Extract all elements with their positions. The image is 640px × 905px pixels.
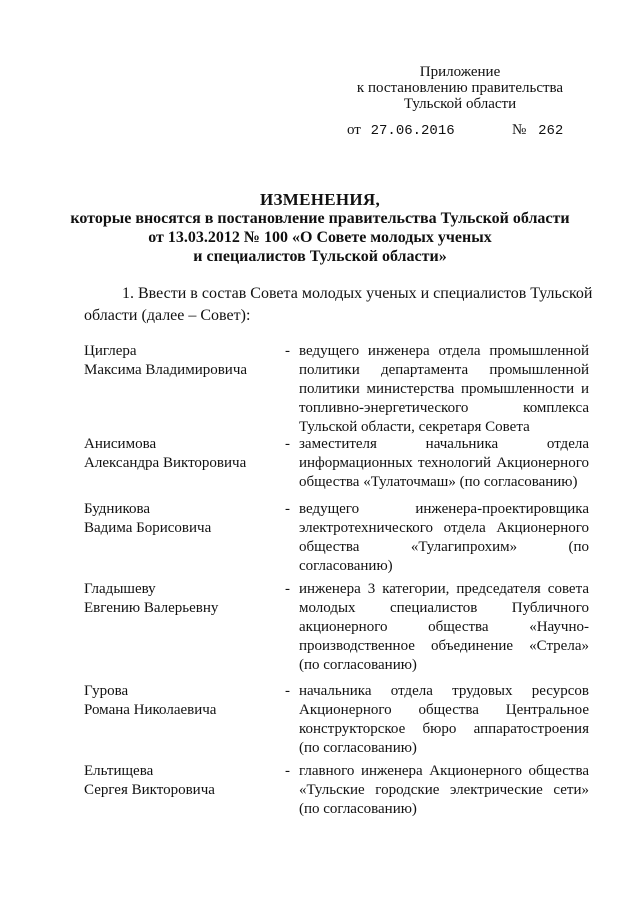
role-line: инженера 3 категории, председателя совета (299, 581, 589, 597)
member-name (84, 435, 284, 473)
member-role (299, 342, 589, 437)
dash-separator: - (285, 581, 290, 597)
title-line: от 13.03.2012 № 100 «О Совете молодых ученых (148, 229, 492, 246)
role-line: политики департамента промышленной (299, 362, 589, 378)
date-stamp (347, 122, 455, 139)
role-line: заместителя начальника отдела (299, 436, 589, 452)
title-heading: ИЗМЕНЕНИЯ, (259, 190, 381, 209)
role-line: (по согласованию) (299, 657, 417, 673)
role-line: начальника отдела трудовых ресурсов (299, 683, 589, 699)
role-line: согласованию) (299, 558, 393, 574)
intro-line: 1. Ввести в состав Совета молодых ученых и специалистов Тульской (122, 285, 593, 302)
member-surname: Гладышеву (84, 581, 156, 597)
document-date: 27.06.2016 (370, 123, 455, 139)
role-line: «Тульские городские электрические сети» (299, 782, 589, 798)
member-name (84, 682, 284, 720)
member-role (299, 435, 589, 492)
role-line: общества «Тулаточмаш» (по согласованию) (299, 474, 578, 490)
intro-paragraph (84, 283, 593, 327)
member-given-names: Евгению Валерьевну (84, 600, 219, 616)
role-line: акционерного общества «Научно- (299, 619, 589, 635)
member-surname: Анисимова (84, 436, 157, 452)
member-role (299, 762, 589, 819)
role-line: Акционерного общества Центральное (299, 702, 589, 718)
member-role (299, 500, 589, 576)
date-prefix: от (347, 122, 361, 138)
title-line: которые вносятся в постановление правительства Тульской области (70, 210, 570, 227)
dash-separator: - (285, 436, 290, 452)
member-given-names: Романа Николаевича (84, 702, 217, 718)
dash-separator: - (285, 683, 290, 699)
member-given-names: Александра Викторовича (84, 455, 247, 471)
role-line: производственное объединение «Стрела» (299, 638, 589, 654)
member-role (299, 580, 589, 675)
role-line: Тульской области, секретаря Совета (299, 419, 530, 435)
role-line: электротехнического отдела Акционерного (299, 520, 589, 536)
member-name (84, 342, 284, 380)
dash-separator: - (285, 501, 290, 517)
appendix-line: Приложение (419, 64, 501, 80)
number-stamp (512, 122, 563, 139)
member-surname: Будникова (84, 501, 151, 517)
role-line: общества «Тулагипрохим» (по (299, 539, 589, 555)
role-line: ведущего инженера-проектировщика (299, 501, 589, 517)
appendix-line: к постановлению правительства (356, 80, 564, 96)
member-name (84, 500, 284, 538)
title-line: и специалистов Тульской области» (193, 248, 447, 265)
role-line: главного инженера Акционерного общества (299, 763, 589, 779)
appendix-line: Тульской области (403, 96, 517, 112)
member-role (299, 682, 589, 758)
number-prefix: № (512, 122, 527, 138)
role-line: информационных технологий Акционерного (299, 455, 589, 471)
role-line: (по согласованию) (299, 801, 417, 817)
role-line: конструкторское бюро аппаратостроения (299, 721, 589, 737)
member-surname: Ельтищева (84, 763, 154, 779)
member-name (84, 762, 284, 800)
role-line: политики министерства промышленности и (299, 381, 589, 397)
appendix-block (340, 64, 580, 112)
member-given-names: Вадима Борисовича (84, 520, 212, 536)
role-line: ведущего инженера отдела промышленной (299, 343, 589, 359)
member-surname: Гурова (84, 683, 129, 699)
role-line: (по согласованию) (299, 740, 417, 756)
member-given-names: Сергея Викторовича (84, 782, 215, 798)
document-number: 262 (538, 123, 564, 139)
member-name (84, 580, 284, 618)
role-line: молодых специалистов Публичного (299, 600, 589, 616)
role-line: топливно-энергетического комплекса (299, 400, 589, 416)
dash-separator: - (285, 763, 290, 779)
intro-line: области (далее – Совет): (84, 307, 251, 324)
document-title (60, 190, 580, 266)
member-surname: Циглера (84, 343, 137, 359)
dash-separator: - (285, 343, 290, 359)
member-given-names: Максима Владимировича (84, 362, 248, 378)
